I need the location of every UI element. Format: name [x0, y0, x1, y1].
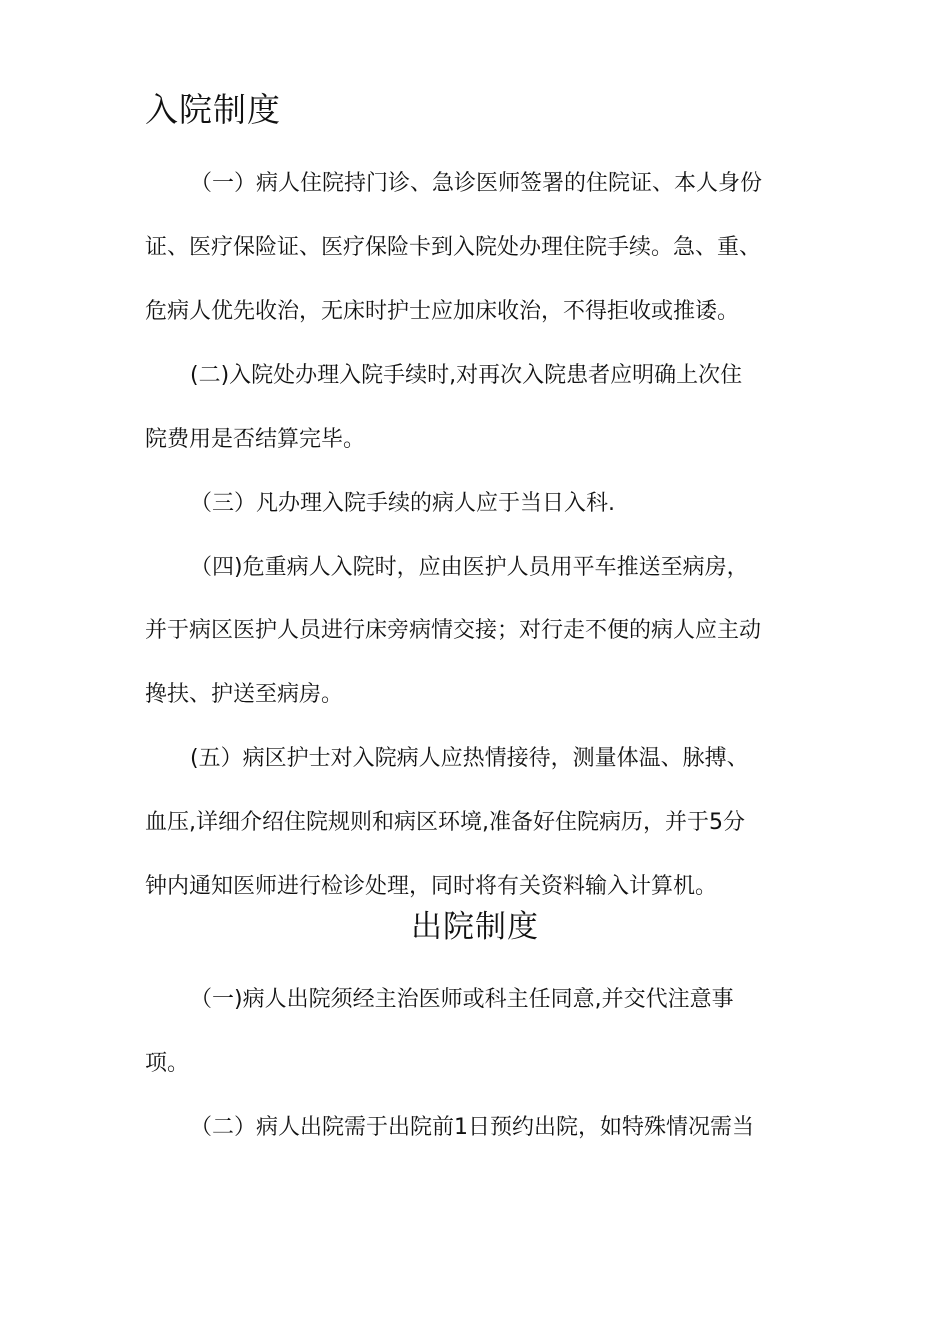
- paragraph-line: 搀扶、护送至病房。: [145, 682, 344, 707]
- paragraph-line: (二)入院处办理入院手续时,对再次入院患者应明确上次住: [190, 363, 743, 388]
- paragraph-line: 并于病区医护人员进行床旁病情交接；对行走不便的病人应主动: [145, 618, 762, 643]
- paragraph-line: 危病人优先收治，无床时护士应加床收治，不得拒收或推诿。: [145, 299, 740, 324]
- paragraph-line: （三）凡办理入院手续的病人应于当日入科.: [190, 491, 615, 516]
- paragraph-line: （一）病人住院持门诊、急诊医师签署的住院证、本人身份: [190, 171, 763, 196]
- paragraph-line: (五）病区护士对入院病人应热情接待，测量体温、脉搏、: [190, 746, 749, 771]
- document-title: 入院制度: [145, 90, 281, 129]
- paragraph-line: （二）病人出院需于出院前1日预约出院，如特殊情况需当: [190, 1115, 754, 1140]
- paragraph-line: 项。: [145, 1051, 190, 1076]
- paragraph-line: 证、医疗保险证、医疗保险卡到入院处办理住院手续。急、重、: [145, 235, 762, 260]
- paragraph-line: （一)病人出院须经主治医师或科主任同意,并交代注意事: [190, 987, 734, 1012]
- paragraph-line: 血压,详细介绍住院规则和病区环境,准备好住院病历，并于5分: [145, 810, 745, 835]
- paragraph-line: 钟内通知医师进行检诊处理，同时将有关资料输入计算机。: [145, 874, 718, 899]
- paragraph-line: （四)危重病人入院时，应由医护人员用平车推送至病房，: [190, 555, 749, 580]
- section-title: 出院制度: [411, 909, 539, 945]
- paragraph-line: 院费用是否结算完毕。: [145, 427, 366, 452]
